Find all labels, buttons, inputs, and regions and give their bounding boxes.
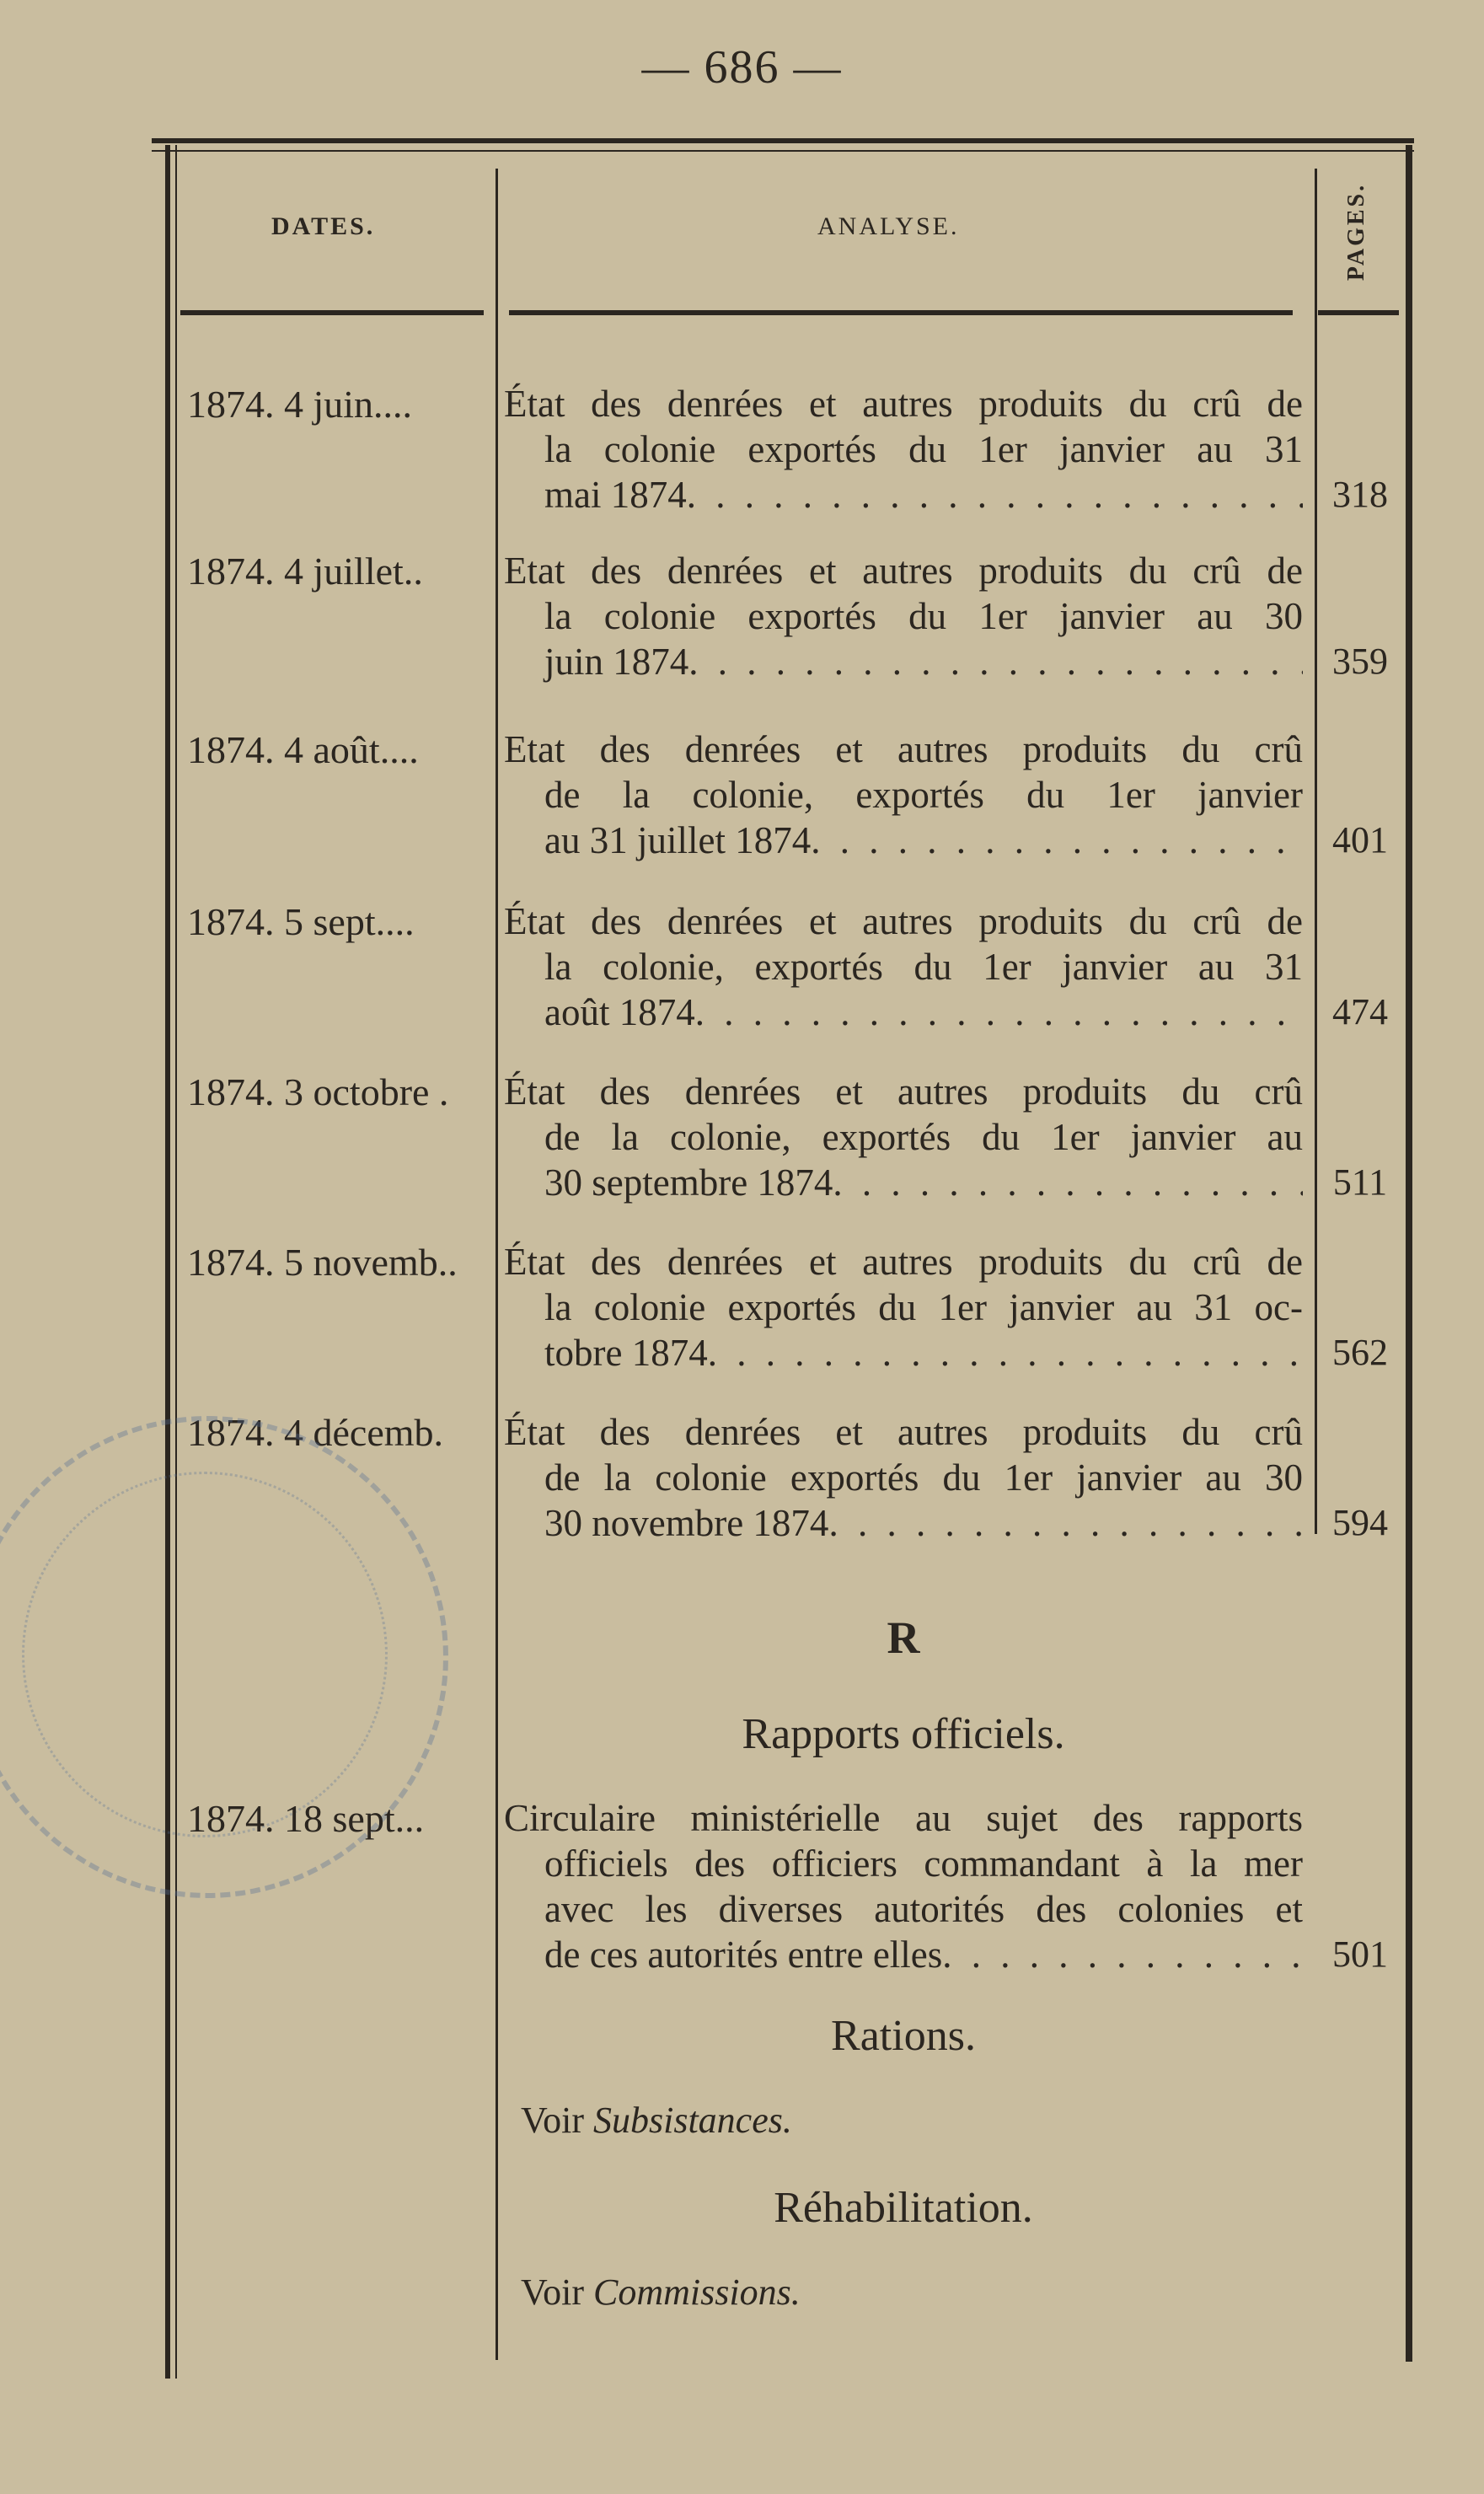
entry-page: 562: [1332, 1332, 1388, 1373]
entry-date: 1874. 4 juin....: [187, 383, 413, 426]
entry-page: 318: [1332, 474, 1388, 515]
dates-column-divider: [496, 169, 498, 2360]
entry-analysis: [504, 548, 1303, 684]
analysis-line: de la colonie, exportés du 1er janvier au: [544, 1116, 1303, 1158]
analyse-header: ANALYSE.: [817, 212, 960, 240]
analysis-line: Etat des denrées et autres produits du crû de: [504, 550, 1303, 592]
entry-date: 1874. 4 août....: [187, 728, 419, 771]
pages-header: PAGES.: [1343, 182, 1369, 282]
analysis-last-line: tobre 1874 . . .: [504, 1330, 1303, 1376]
entry-analysis: [504, 381, 1303, 518]
analysis-line: la colonie exportés du 1er janvier au 30: [544, 595, 1303, 637]
entry-date: 1874. 4 décemb.: [187, 1411, 444, 1454]
page-number: — 686 —: [641, 41, 843, 94]
see-target: Commissions.: [592, 2271, 801, 2313]
section-title: Rapports officiels.: [742, 1710, 1065, 1758]
entry-analysis: [504, 1795, 1303, 1977]
analysis-last-line: 30 septembre 1874 . . .: [504, 1160, 1303, 1205]
analysis-line: Circulaire ministérielle au sujet des rapports: [504, 1797, 1303, 1839]
dates-header: DATES.: [271, 212, 376, 240]
header-rule-dates: [180, 310, 484, 315]
left-border-inner: [175, 145, 177, 2379]
entry-page: 594: [1332, 1502, 1388, 1543]
analysis-last-line: de ces autorités entre elles . . .: [504, 1932, 1303, 1977]
pages-column-divider: [1315, 169, 1317, 1534]
analysis-last-line: mai 1874 . . .: [504, 472, 1303, 518]
section-letter: R: [887, 1612, 920, 1663]
rations-see-also: [521, 2099, 792, 2142]
analysis-last-line: 30 novembre 1874 . . .: [504, 1500, 1303, 1546]
entry-page: 401: [1332, 819, 1388, 861]
rehabilitation-title: Réhabilitation.: [774, 2184, 1033, 2232]
analysis-line: officiels des officiers commandant à la mer: [544, 1842, 1303, 1885]
rations-title: Rations.: [831, 2012, 976, 2060]
pages-header-cell: [1336, 169, 1378, 295]
entry-page: 359: [1332, 641, 1388, 682]
analysis-line: État des denrées et autres produits du crû: [504, 1411, 1303, 1453]
left-border: [165, 145, 170, 2379]
analysis-line: de la colonie, exportés du 1er janvier: [544, 774, 1303, 816]
analysis-line: État des denrées et autres produits du crû de: [504, 1241, 1303, 1283]
analysis-line: la colonie, exportés du 1er janvier au 31: [544, 946, 1303, 988]
analysis-line: la colonie exportés du 1er janvier au 31 oc-: [544, 1286, 1303, 1328]
see-target: Subsistances.: [592, 2100, 792, 2141]
entry-date: 1874. 4 juillet..: [187, 550, 423, 593]
rehabilitation-see-also: [521, 2271, 801, 2314]
see-prefix: Voir: [521, 2271, 584, 2313]
analysis-line: État des denrées et autres produits du crû: [504, 1070, 1303, 1113]
analysis-last-line: juin 1874 . . .: [504, 639, 1303, 684]
entry-analysis: [504, 1069, 1303, 1205]
entry-analysis: [504, 898, 1303, 1035]
analysis-line: avec les diverses autorités des colonies et: [544, 1888, 1303, 1930]
header-rule-analyse: [509, 310, 1293, 315]
entry-page: 474: [1332, 991, 1388, 1032]
entry-analysis: [504, 1409, 1303, 1546]
analysis-line: la colonie exportés du 1er janvier au 31: [544, 428, 1303, 470]
analysis-line: État des denrées et autres produits du crû de: [504, 900, 1303, 942]
see-prefix: Voir: [521, 2100, 584, 2141]
entry-date: 1874. 3 octobre .: [187, 1070, 449, 1113]
entry-page: 511: [1332, 1161, 1388, 1203]
analysis-line: Etat des denrées et autres produits du crû: [504, 728, 1303, 770]
analysis-line: de la colonie exportés du 1er janvier au 30: [544, 1456, 1303, 1499]
entry-date: 1874. 5 sept....: [187, 900, 415, 943]
entry-date: 1874. 18 sept...: [187, 1797, 425, 1840]
analysis-line: État des denrées et autres produits du crû de: [504, 383, 1303, 425]
entry-analysis: [504, 1239, 1303, 1376]
entry-page: 501: [1332, 1934, 1388, 1975]
analysis-last-line: août 1874 . . .: [504, 990, 1303, 1035]
header-rule-pages: [1318, 310, 1399, 315]
entry-analysis: [504, 727, 1303, 863]
entry-date: 1874. 5 novemb..: [187, 1241, 458, 1284]
right-border: [1406, 145, 1412, 2362]
analysis-last-line: au 31 juillet 1874 . . .: [504, 818, 1303, 863]
